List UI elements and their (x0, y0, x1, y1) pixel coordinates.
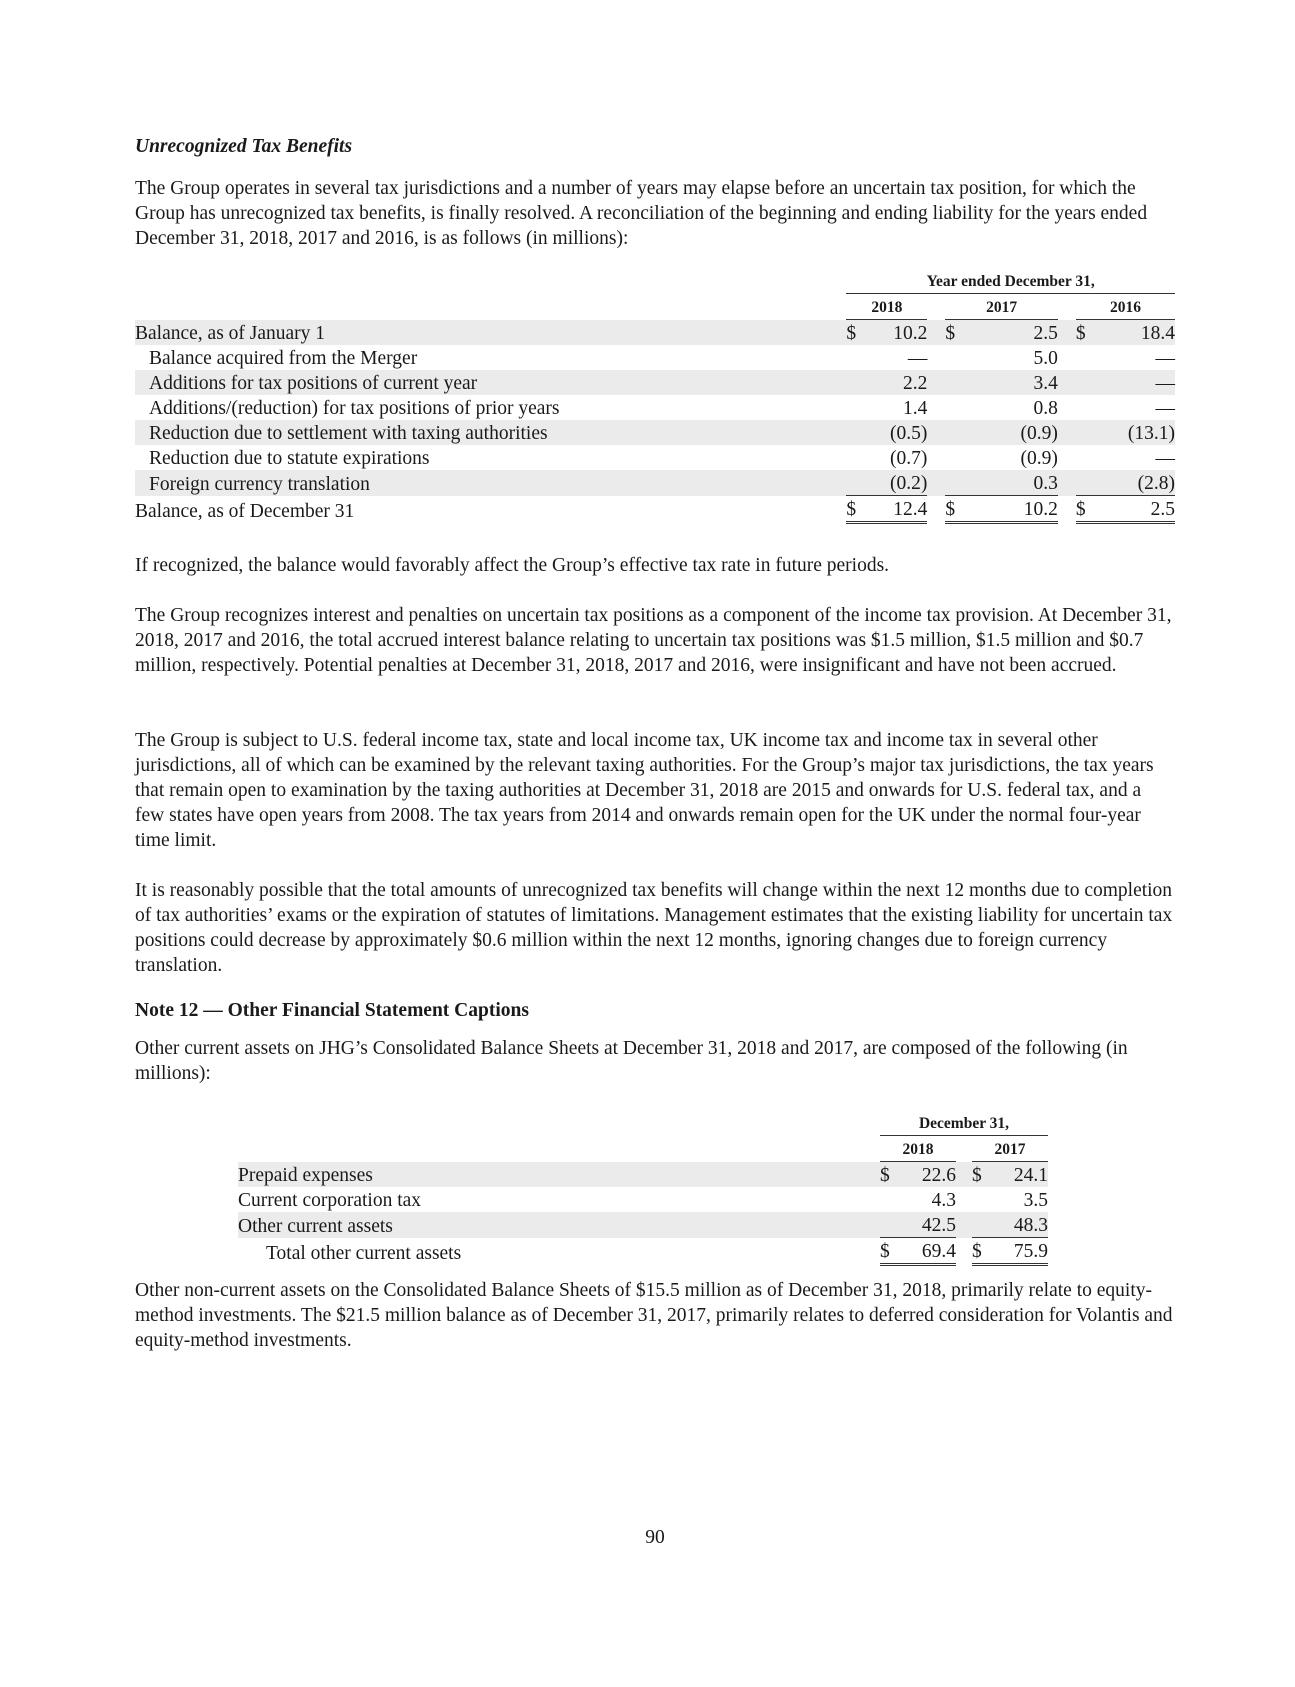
table-row (135, 345, 1175, 370)
value-2018: — (907, 348, 928, 369)
row-label: Balance, as of December 31 (135, 500, 355, 522)
value-2017: (0.9) (1020, 448, 1058, 469)
table-row (135, 445, 1175, 470)
value-2017: 10.2 (963, 496, 1058, 523)
value-2018: 4.3 (931, 1190, 956, 1211)
value-2018: 12.4 (864, 496, 927, 523)
value-2016: 18.4 (1094, 320, 1175, 346)
dollar-sign: $ (1076, 320, 1094, 346)
value-2018: 1.4 (902, 398, 928, 419)
value-2017: (0.9) (963, 420, 1058, 445)
value-2018: (0.7) (889, 448, 928, 469)
row-label: Other current assets (238, 1212, 880, 1238)
value-2017: 3.5 (1023, 1190, 1048, 1211)
table2-year-2017: 2017 (972, 1136, 1048, 1162)
paragraph-intro: The Group operates in several tax jurisdictions and a number of years may elapse before an uncertain tax position, for which the Group has unrecognized tax benefits, is finally resolved. A reconciliation of the beginning and ending liability for the years ended December 31, 2018, 2017 and 2016, is as follows (in millions): (135, 178, 1148, 249)
table-row (135, 420, 1175, 445)
dollar-sign: $ (846, 320, 864, 346)
note-title: Note 12 — Other Financial Statement Captions (135, 1000, 529, 1021)
dollar-sign: $ (945, 496, 963, 523)
table-row-total (238, 1238, 1198, 1265)
value-2016: — (1155, 448, 1175, 469)
paragraph-interest-penalties: The Group recognizes interest and penalties on uncertain tax positions as a component of the income tax provision. At December 31, 2018, 2017 and 2016, the total accrued interest balance relating to uncertain tax positions was $1.5 million, $1.5 million and $0.7 million, respectively. Potential penalties at December 31, 2018, 2017 and 2016, were insignificant and have not been accrued. (135, 605, 1172, 676)
table1-year-2018: 2018 (846, 294, 927, 320)
table1-year-2017: 2017 (945, 294, 1058, 320)
value-2017: 5.0 (1033, 348, 1058, 369)
value-2018: 2.2 (864, 370, 927, 395)
table-row (135, 320, 1175, 346)
value-2017: 24.1 (988, 1162, 1048, 1188)
table-row-total (135, 496, 1175, 523)
row-label: Reduction due to settlement with taxing authorities (135, 420, 846, 445)
value-2016: — (1094, 370, 1175, 395)
paragraph-possible-change: It is reasonably possible that the total amounts of unrecognized tax benefits will change within the next 12 months due to completion of tax authorities’ exams or the expiration of statutes of limitations. Management estimates that the existing liability for uncertain tax positions could decrease by approximately $0.6 million within the next 12 months, ignoring changes due to foreign currency translation. (135, 880, 1173, 976)
value-2016: 2.5 (1094, 496, 1175, 523)
table-row (238, 1212, 1198, 1238)
value-2018: 69.4 (896, 1238, 956, 1265)
row-label: Reduction due to statute expirations (149, 448, 430, 469)
value-2018: 42.5 (896, 1212, 956, 1238)
row-label: Additions/(reduction) for tax positions of prior years (149, 398, 560, 419)
table2-year-2018: 2018 (880, 1136, 956, 1162)
dollar-sign: $ (972, 1162, 988, 1188)
page-number: 90 (645, 1527, 665, 1548)
value-2017: 2.5 (963, 320, 1058, 346)
paragraph-effective-rate: If recognized, the balance would favorably affect the Group’s effective tax rate in future periods. (135, 555, 890, 576)
table-row (238, 1187, 1198, 1212)
table-row (135, 395, 1175, 420)
other-current-assets-table (238, 1110, 1198, 1266)
row-label: Balance, as of January 1 (135, 320, 846, 346)
value-2017: 0.8 (1033, 398, 1058, 419)
paragraph-jurisdictions: The Group is subject to U.S. federal income tax, state and local income tax, UK income tax and income tax in several other jurisdictions, all of which can be examined by the relevant taxing authorities. For the Group’s major tax jurisdictions, the tax years that remain open to examination by the taxing authorities at December 31, 2018 are 2015 and onwards for U.S. federal tax, and a few states have open years from 2008. The tax years from 2014 and onwards remain open for the UK under the normal four-year time limit. (135, 730, 1154, 851)
value-2018: 22.6 (896, 1162, 956, 1188)
value-2016: (2.8) (1094, 470, 1175, 496)
row-label: Current corporation tax (238, 1190, 422, 1211)
dollar-sign: $ (945, 320, 963, 346)
paragraph-other-current-assets: Other current assets on JHG’s Consolidated Balance Sheets at December 31, 2018 and 2017, are composed of the following (in millions): (135, 1038, 1128, 1084)
row-label: Additions for tax positions of current year (135, 370, 846, 395)
paragraph-non-current-assets: Other non-current assets on the Consolidated Balance Sheets of $15.5 million as of December 31, 2018, primarily relate to equity-method investments. The $21.5 million balance as of December 31, 2017, primarily relates to deferred consideration for Volantis and equity-method investments. (135, 1280, 1173, 1351)
value-2016: (13.1) (1094, 420, 1175, 445)
value-2017: 0.3 (963, 470, 1058, 496)
row-label: Balance acquired from the Merger (149, 348, 418, 369)
table1-year-2016: 2016 (1076, 294, 1175, 320)
value-2016: — (1155, 348, 1175, 369)
table-row (238, 1162, 1198, 1188)
table-row (135, 370, 1175, 395)
value-2017: 3.4 (963, 370, 1058, 395)
value-2016: — (1155, 398, 1175, 419)
dollar-sign: $ (880, 1238, 896, 1265)
row-label: Foreign currency translation (135, 470, 846, 496)
reconciliation-table (135, 268, 1175, 524)
dollar-sign: $ (846, 496, 864, 523)
value-2017: 75.9 (988, 1238, 1048, 1265)
value-2018: 10.2 (864, 320, 927, 346)
value-2017: 48.3 (988, 1212, 1048, 1238)
row-label: Prepaid expenses (238, 1162, 880, 1188)
table-row (135, 470, 1175, 496)
value-2018: (0.5) (864, 420, 927, 445)
dollar-sign: $ (1076, 496, 1094, 523)
dollar-sign: $ (972, 1238, 988, 1265)
table2-header: December 31, (880, 1110, 1048, 1136)
dollar-sign: $ (880, 1162, 896, 1188)
row-label: Total other current assets (266, 1242, 462, 1264)
table1-header: Year ended December 31, (846, 268, 1175, 294)
section-title: Unrecognized Tax Benefits (135, 136, 353, 157)
value-2018: (0.2) (864, 470, 927, 496)
